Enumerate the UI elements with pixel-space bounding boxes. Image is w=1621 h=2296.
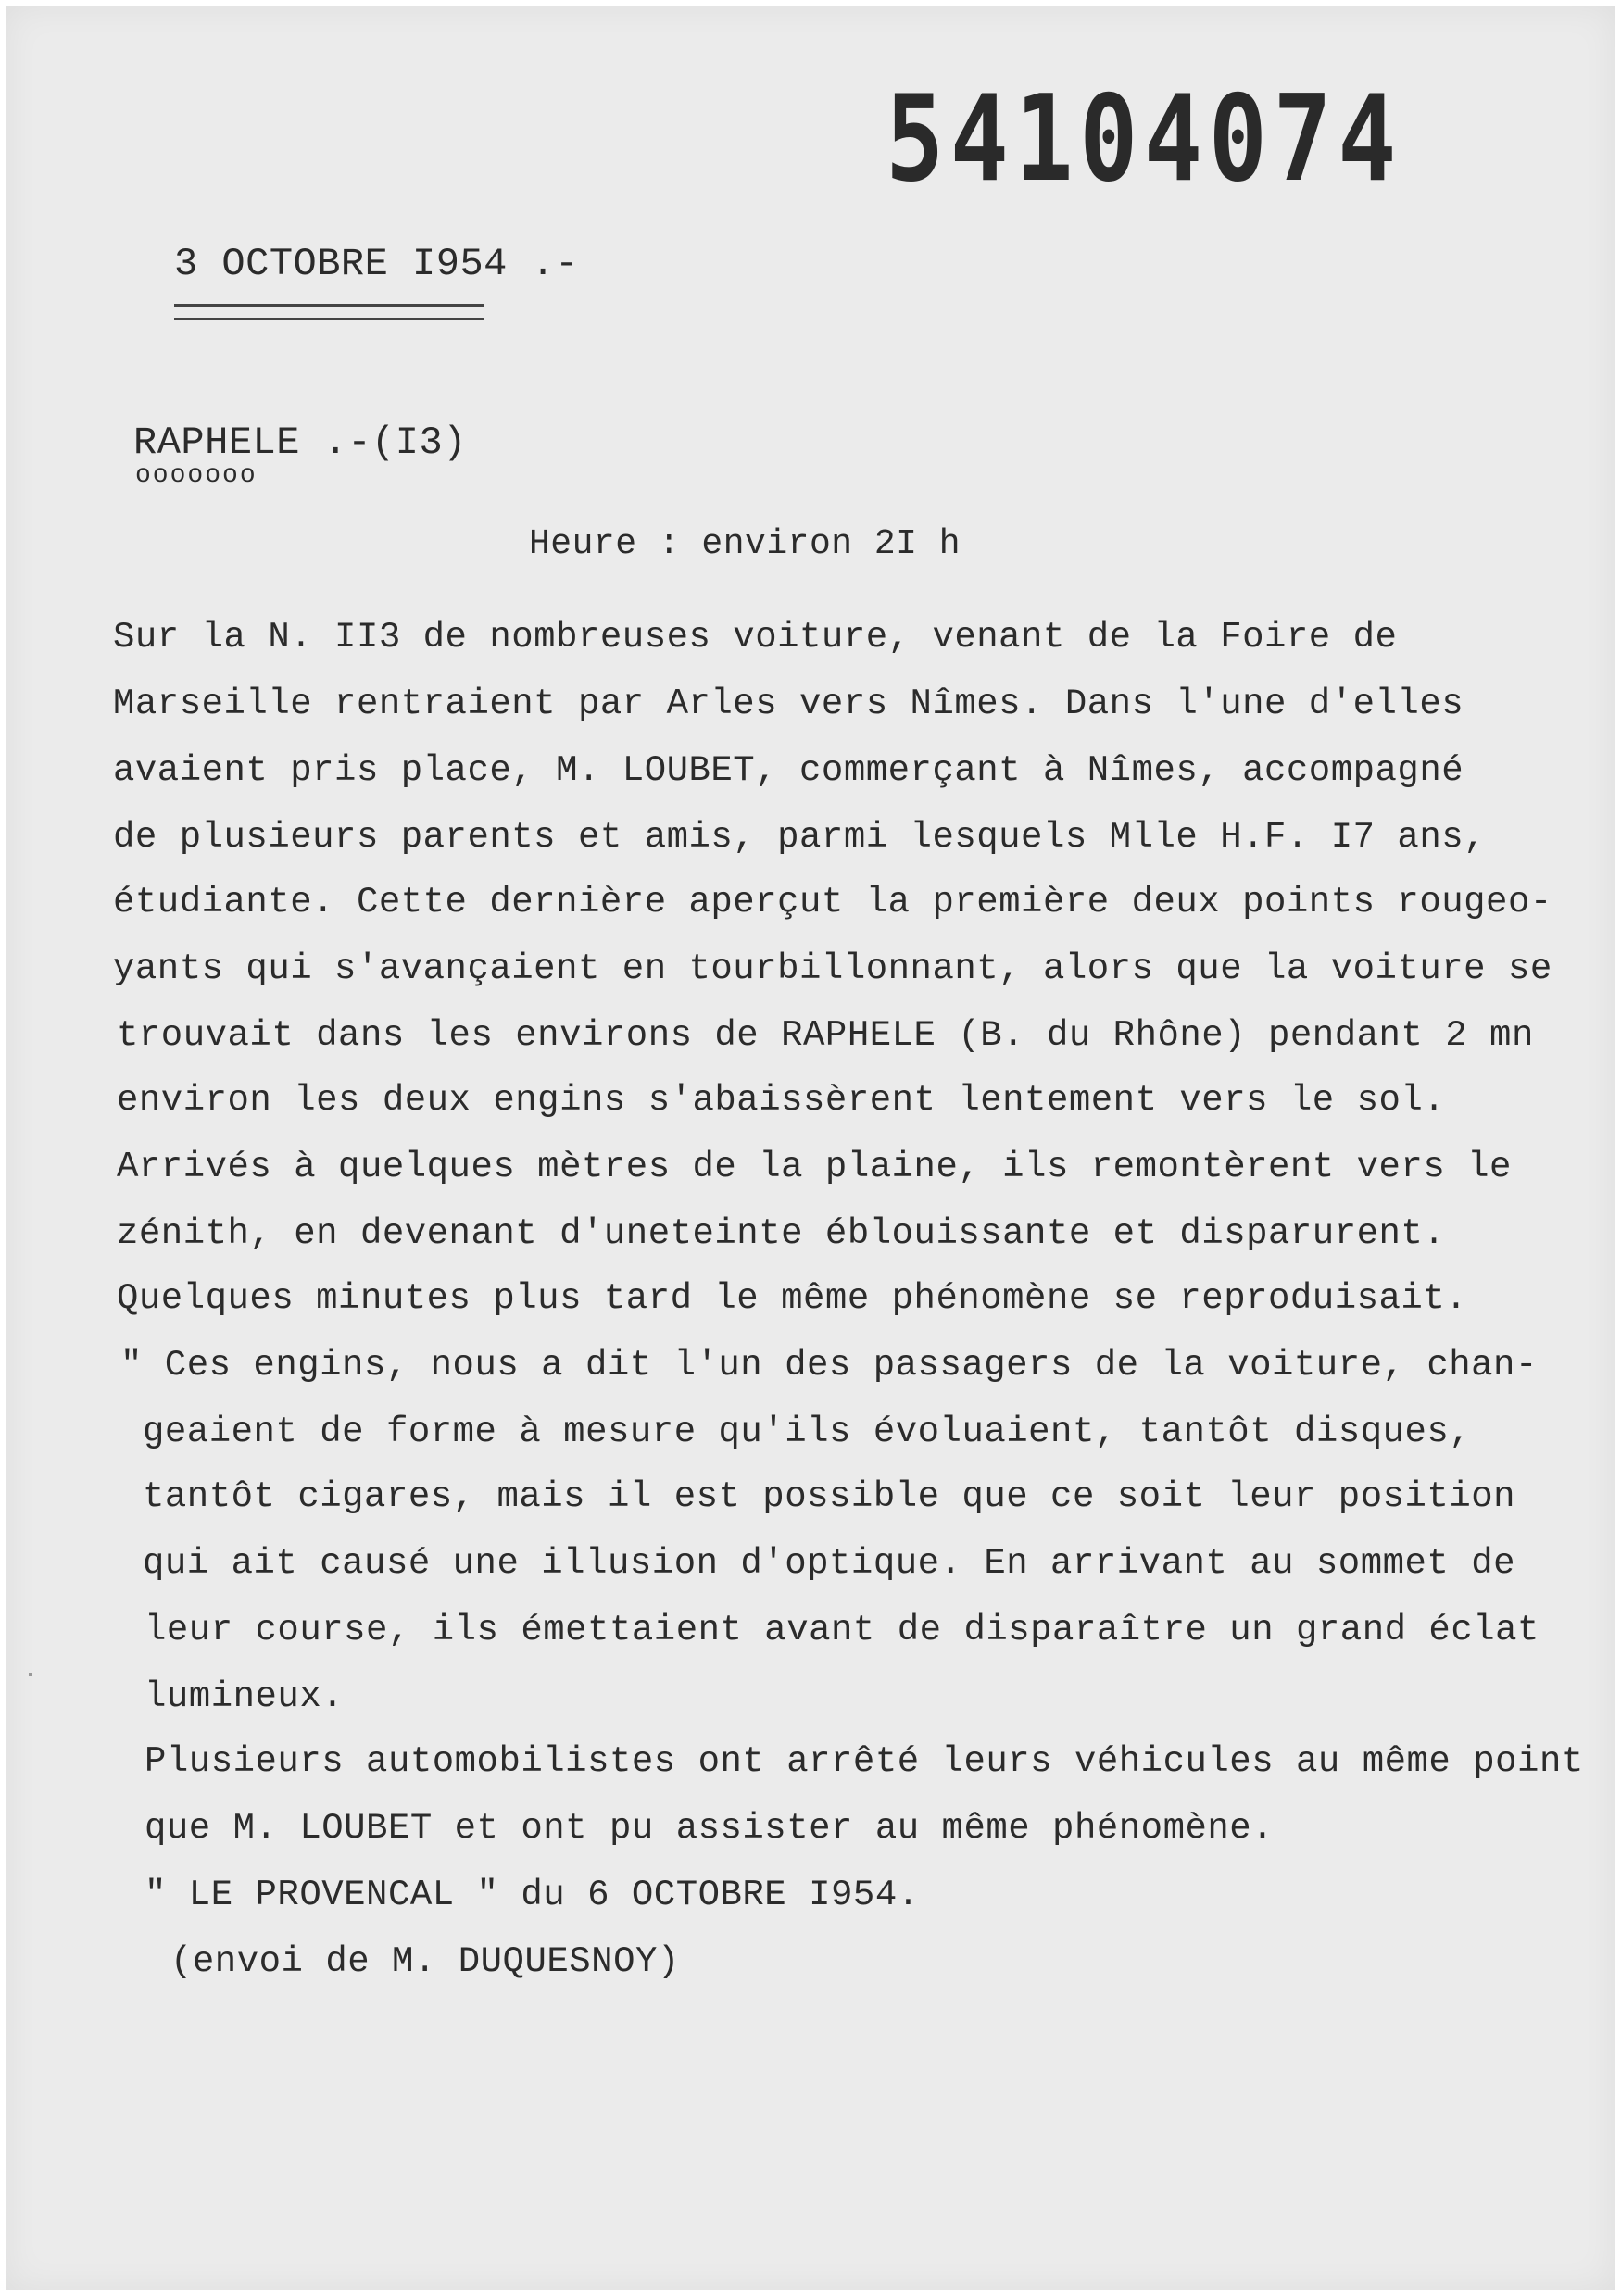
body-line: tantôt cigares, mais il est possible que ce soit leur position: [143, 1476, 1516, 1517]
body-line: Arrivés à quelques mètres de la plaine, ils remontèrent vers le: [117, 1147, 1512, 1187]
date-double-underline: [174, 304, 484, 320]
location-heading: RAPHELE .-(I3): [133, 420, 467, 465]
body-line: Sur la N. II3 de nombreuses voiture, venant de la Foire de: [113, 617, 1398, 658]
location-underline: ooooooo: [135, 461, 258, 490]
source-citation: " LE PROVENCAL " du 6 OCTOBRE I954.: [145, 1875, 920, 1915]
body-line: zénith, en devenant d'uneteinte éblouissante et disparurent.: [117, 1213, 1446, 1254]
body-line: Plusieurs automobilistes ont arrêté leurs véhicules au même point: [145, 1741, 1584, 1782]
document-number: 54104074: [886, 70, 1403, 208]
body-line: étudiante. Cette dernière aperçut la première deux points rougeo-: [113, 882, 1552, 922]
body-line: Quelques minutes plus tard le même phénomène se reproduisait.: [117, 1278, 1468, 1319]
body-line: que M. LOUBET et ont pu assister au même phénomène.: [145, 1808, 1275, 1849]
body-line: " Ces engins, nous a dit l'un des passagers de la voiture, chan-: [120, 1345, 1538, 1386]
body-line: lumineux.: [145, 1676, 345, 1717]
body-line: qui ait causé une illusion d'optique. En arrivant au sommet de: [143, 1543, 1516, 1584]
body-line: geaient de forme à mesure qu'ils évoluaient, tantôt disques,: [143, 1411, 1472, 1452]
date-heading: 3 OCTOBRE I954 .-: [174, 242, 579, 286]
sender-note: (envoi de M. DUQUESNOY): [170, 1941, 680, 1982]
scan-speck: [29, 1673, 32, 1676]
body-line: avaient pris place, M. LOUBET, commerçant à Nîmes, accompagné: [113, 750, 1464, 791]
body-line: yants qui s'avançaient en tourbillonnant, alors que la voiture se: [113, 948, 1552, 989]
body-line: de plusieurs parents et amis, parmi lesquels Mlle H.F. I7 ans,: [113, 817, 1487, 858]
time-heading: Heure : environ 2I h: [529, 524, 961, 564]
body-line: environ les deux engins s'abaissèrent lentement vers le sol.: [117, 1080, 1446, 1121]
body-line: Marseille rentraient par Arles vers Nîmes. Dans l'une d'elles: [113, 684, 1464, 724]
body-line: trouvait dans les environs de RAPHELE (B. du Rhône) pendant 2 mn: [117, 1015, 1534, 1056]
body-line: leur course, ils émettaient avant de disparaître un grand éclat: [145, 1610, 1539, 1650]
document-page: [6, 6, 1615, 2290]
